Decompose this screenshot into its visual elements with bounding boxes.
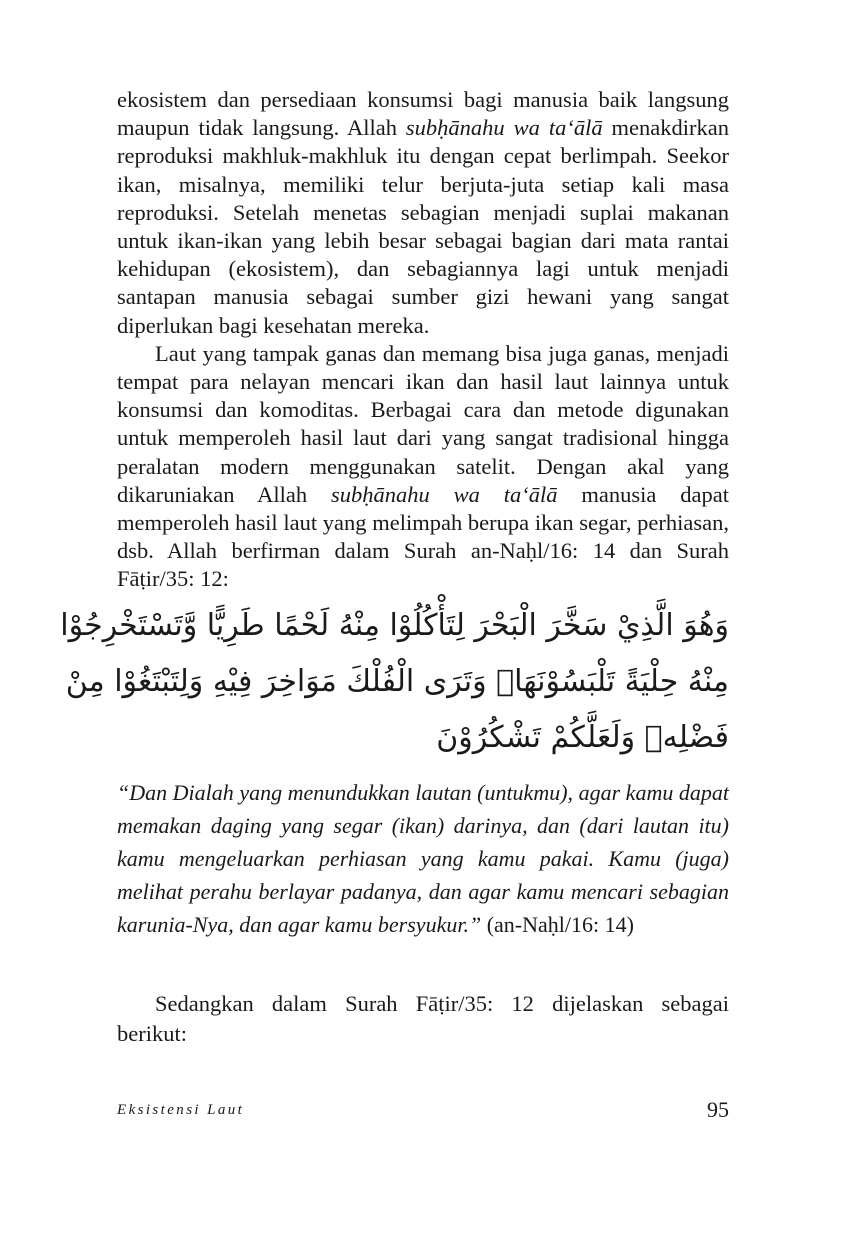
paragraph-1-text-b: menakdirkan reproduksi makhluk-makhluk itu dengan cepat berlimpah. Seekor ikan, misalnya, memiliki telur berjuta-juta setiap kali masa reproduksi. Setelah menetas sebagian menjadi suplai makanan untuk ikan-ikan yang lebih besar sebagai bagian dari mata rantai kehidupan (ekosistem), dan sebagiannya lagi untuk menjadi santapan manusia sebagai sumber gizi hewani yang sangat diperlukan bagi kesehatan mereka. [117, 115, 729, 338]
main-text [117, 86, 729, 594]
paragraph-3: Sedangkan dalam Surah Fāṭir/35: 12 dijelaskan sebagai berikut: [117, 990, 729, 1046]
page-number: 95 [707, 1097, 729, 1122]
verse-line-1: وَهُوَ الَّذِيْ سَخَّرَ الْبَحْرَ لِتَأْكُلُوْا مِنْهُ لَحْمًا طَرِيًّا وَّتَسْتَخْرِجُوْا [60, 608, 729, 643]
translation-quote: “Dan Dialah yang menundukkan lautan (untukmu), agar kamu dapat memakan daging yang segar (ikan) darinya, dan (dari lautan itu) kamu mengeluarkan perhiasan yang kamu pakai. Kamu (juga) melihat perahu berlayar padanya, dan agar kamu mencari sebagian karunia-Nya, dan agar kamu bersyukur.” [117, 780, 729, 937]
verse-translation [117, 776, 729, 941]
paragraph-1-text-a: ekosistem dan persediaan konsumsi bagi manusia baik langsung maupun tidak langsung. Allah [117, 87, 729, 141]
verse-line-2: مِنْهُ حِلْيَةً تَلْبَسُوْنَهَاۚ وَتَرَى الْفُلْكَ مَوَاخِرَ فِيْهِ وَلِتَبْتَغُوْا مِنْ [65, 664, 729, 699]
paragraph-2 [117, 340, 729, 594]
paragraph-1-term: subḥānahu wa ta‘ālā [405, 115, 603, 141]
running-title: Eksistensi Laut [117, 1102, 245, 1118]
paragraph-2-term: subḥānahu wa ta‘ālā [330, 481, 558, 507]
paragraph-2-text-b: manusia dapat memperoleh hasil laut yang melimpah berupa ikan segar, perhiasan, dsb. Allah berfirman dalam Surah an-Naḥl/16: 14 dan Surah Fāṭir/35: 12: [117, 481, 729, 592]
translation-citation: (an-Naḥl/16: 14) [481, 912, 634, 937]
quran-verse [60, 598, 729, 766]
paragraph-2-text-a: Laut yang tampak ganas dan memang bisa juga ganas, menjadi tempat para nelayan mencari ikan dan hasil laut lainnya untuk konsumsi dan komoditas. Berbagai cara dan metode digunakan untuk memperoleh hasil laut dari yang sangat tradisional hingga peralatan modern menggunakan satelit. Dengan akal yang dikaruniakan Allah [117, 340, 729, 507]
paragraph-1 [117, 86, 729, 340]
verse-line-3: فَضْلِهٖ وَلَعَلَّكُمْ تَشْكُرُوْنَ [436, 720, 729, 755]
